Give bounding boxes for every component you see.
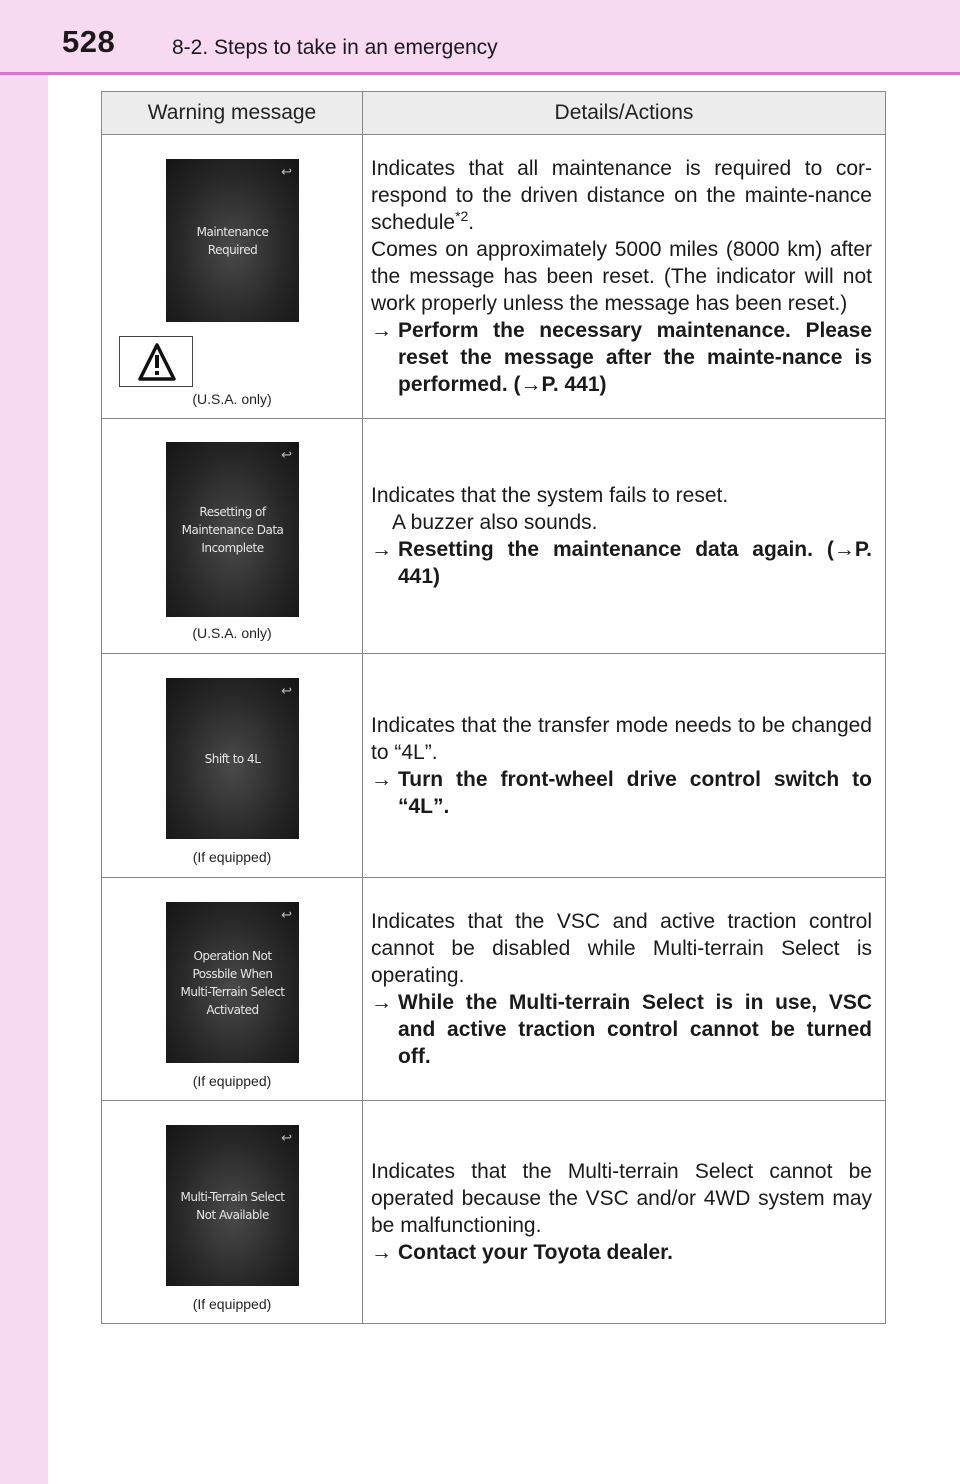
- table-row: [102, 654, 885, 878]
- warning-triangle-icon: [138, 342, 176, 382]
- detail-period: .: [468, 211, 475, 234]
- image-caption: (If equipped): [192, 849, 272, 865]
- display-message: Maintenance Required: [196, 224, 269, 257]
- action-main: Resetting the maintenance data again. (: [398, 538, 834, 561]
- detail-text: Indicates that the system fails to reset.: [371, 484, 729, 507]
- image-caption: (If equipped): [192, 1296, 272, 1312]
- image-caption: (If equipped): [192, 1073, 272, 1089]
- action-text: [371, 1239, 872, 1266]
- detail-text: Indicates that the Multi-terrain Select cannot be operated because the VSC and/or 4WD system may be malfunctioning.: [371, 1160, 872, 1237]
- page-reference: →P. 441): [520, 373, 607, 396]
- warning-display-image: [166, 442, 299, 617]
- detail-text: Indicates that the VSC and active traction control cannot be disabled while Multi-terrain Select is operating.: [371, 910, 872, 987]
- return-icon: ↩: [281, 907, 292, 922]
- table-row: [102, 135, 885, 419]
- warning-cell: [102, 1101, 363, 1323]
- details-cell: [363, 654, 885, 877]
- image-caption: (U.S.A. only): [192, 625, 272, 641]
- warning-cell: [102, 135, 363, 418]
- warning-cell: [102, 878, 363, 1100]
- action-text: [371, 989, 872, 1070]
- action-main: Turn the front-wheel drive control switch to “4L”.: [398, 767, 872, 818]
- warning-cell: [102, 654, 363, 877]
- warning-display-image: [166, 1125, 299, 1286]
- column-header-warning-message: Warning message: [102, 92, 363, 134]
- table-row: [102, 419, 885, 654]
- arrow-icon: →: [371, 991, 392, 1014]
- display-message: Resetting of Maintenance Data Incomplete: [181, 504, 284, 555]
- display-message: Multi-Terrain Select Not Available: [180, 1189, 285, 1222]
- action-text: [371, 536, 872, 590]
- arrow-icon: →: [371, 1241, 392, 1264]
- table-header: [102, 92, 885, 135]
- warning-display-image: [166, 678, 299, 839]
- arrow-icon: →: [371, 767, 392, 791]
- table-row: [102, 1101, 885, 1323]
- return-icon: ↩: [281, 683, 292, 698]
- display-message: Operation Not Possbile When Multi-Terrain Select Activated: [180, 948, 285, 1017]
- page-reference: →P. 441): [398, 538, 872, 588]
- warning-display-image: [166, 159, 299, 322]
- detail-text-2: A buzzer also sounds.: [392, 511, 598, 534]
- image-caption: (U.S.A. only): [192, 391, 272, 407]
- detail-text-2: Comes on approximately 5000 miles (8000 km) after the message has been reset. (The indicator will not work properly unless the message has been reset.): [371, 238, 872, 315]
- action-main: Perform the necessary maintenance. Please reset the message after the mainte-nance is performed. (: [398, 319, 872, 396]
- details-cell: [363, 419, 885, 653]
- column-header-details-actions: Details/Actions: [554, 101, 694, 124]
- arrow-icon: →: [371, 319, 392, 342]
- action-text: [371, 317, 872, 398]
- footnote-mark: *2: [455, 208, 469, 224]
- warning-symbol: [119, 336, 193, 387]
- header-divider: [0, 72, 960, 75]
- detail-text: [371, 155, 872, 236]
- action-main: While the Multi-terrain Select is in use, VSC and active traction control cannot be turned off.: [398, 991, 872, 1068]
- action-main: Contact your Toyota dealer.: [398, 1241, 673, 1264]
- warning-message-table: [101, 91, 886, 1324]
- details-cell: [363, 878, 885, 1100]
- section-title: 8-2. Steps to take in an emergency: [172, 36, 498, 59]
- action-text: [371, 766, 872, 820]
- table-row: [102, 878, 885, 1101]
- return-icon: ↩: [281, 1130, 292, 1145]
- detail-text-main: Indicates that all maintenance is required to cor-respond to the driven distance on the mainte-nance schedule: [371, 157, 872, 234]
- side-color-band: [0, 0, 48, 1484]
- arrow-icon: →: [371, 538, 392, 561]
- details-cell: [363, 1101, 885, 1323]
- detail-text: Indicates that the transfer mode needs to be changed to “4L”.: [371, 713, 872, 764]
- return-icon: ↩: [281, 447, 292, 462]
- warning-display-image: [166, 902, 299, 1063]
- details-cell: [363, 135, 885, 418]
- page-number: 528: [62, 24, 116, 59]
- warning-cell: [102, 419, 363, 653]
- display-message: Shift to 4L: [204, 751, 261, 766]
- return-icon: ↩: [281, 164, 292, 179]
